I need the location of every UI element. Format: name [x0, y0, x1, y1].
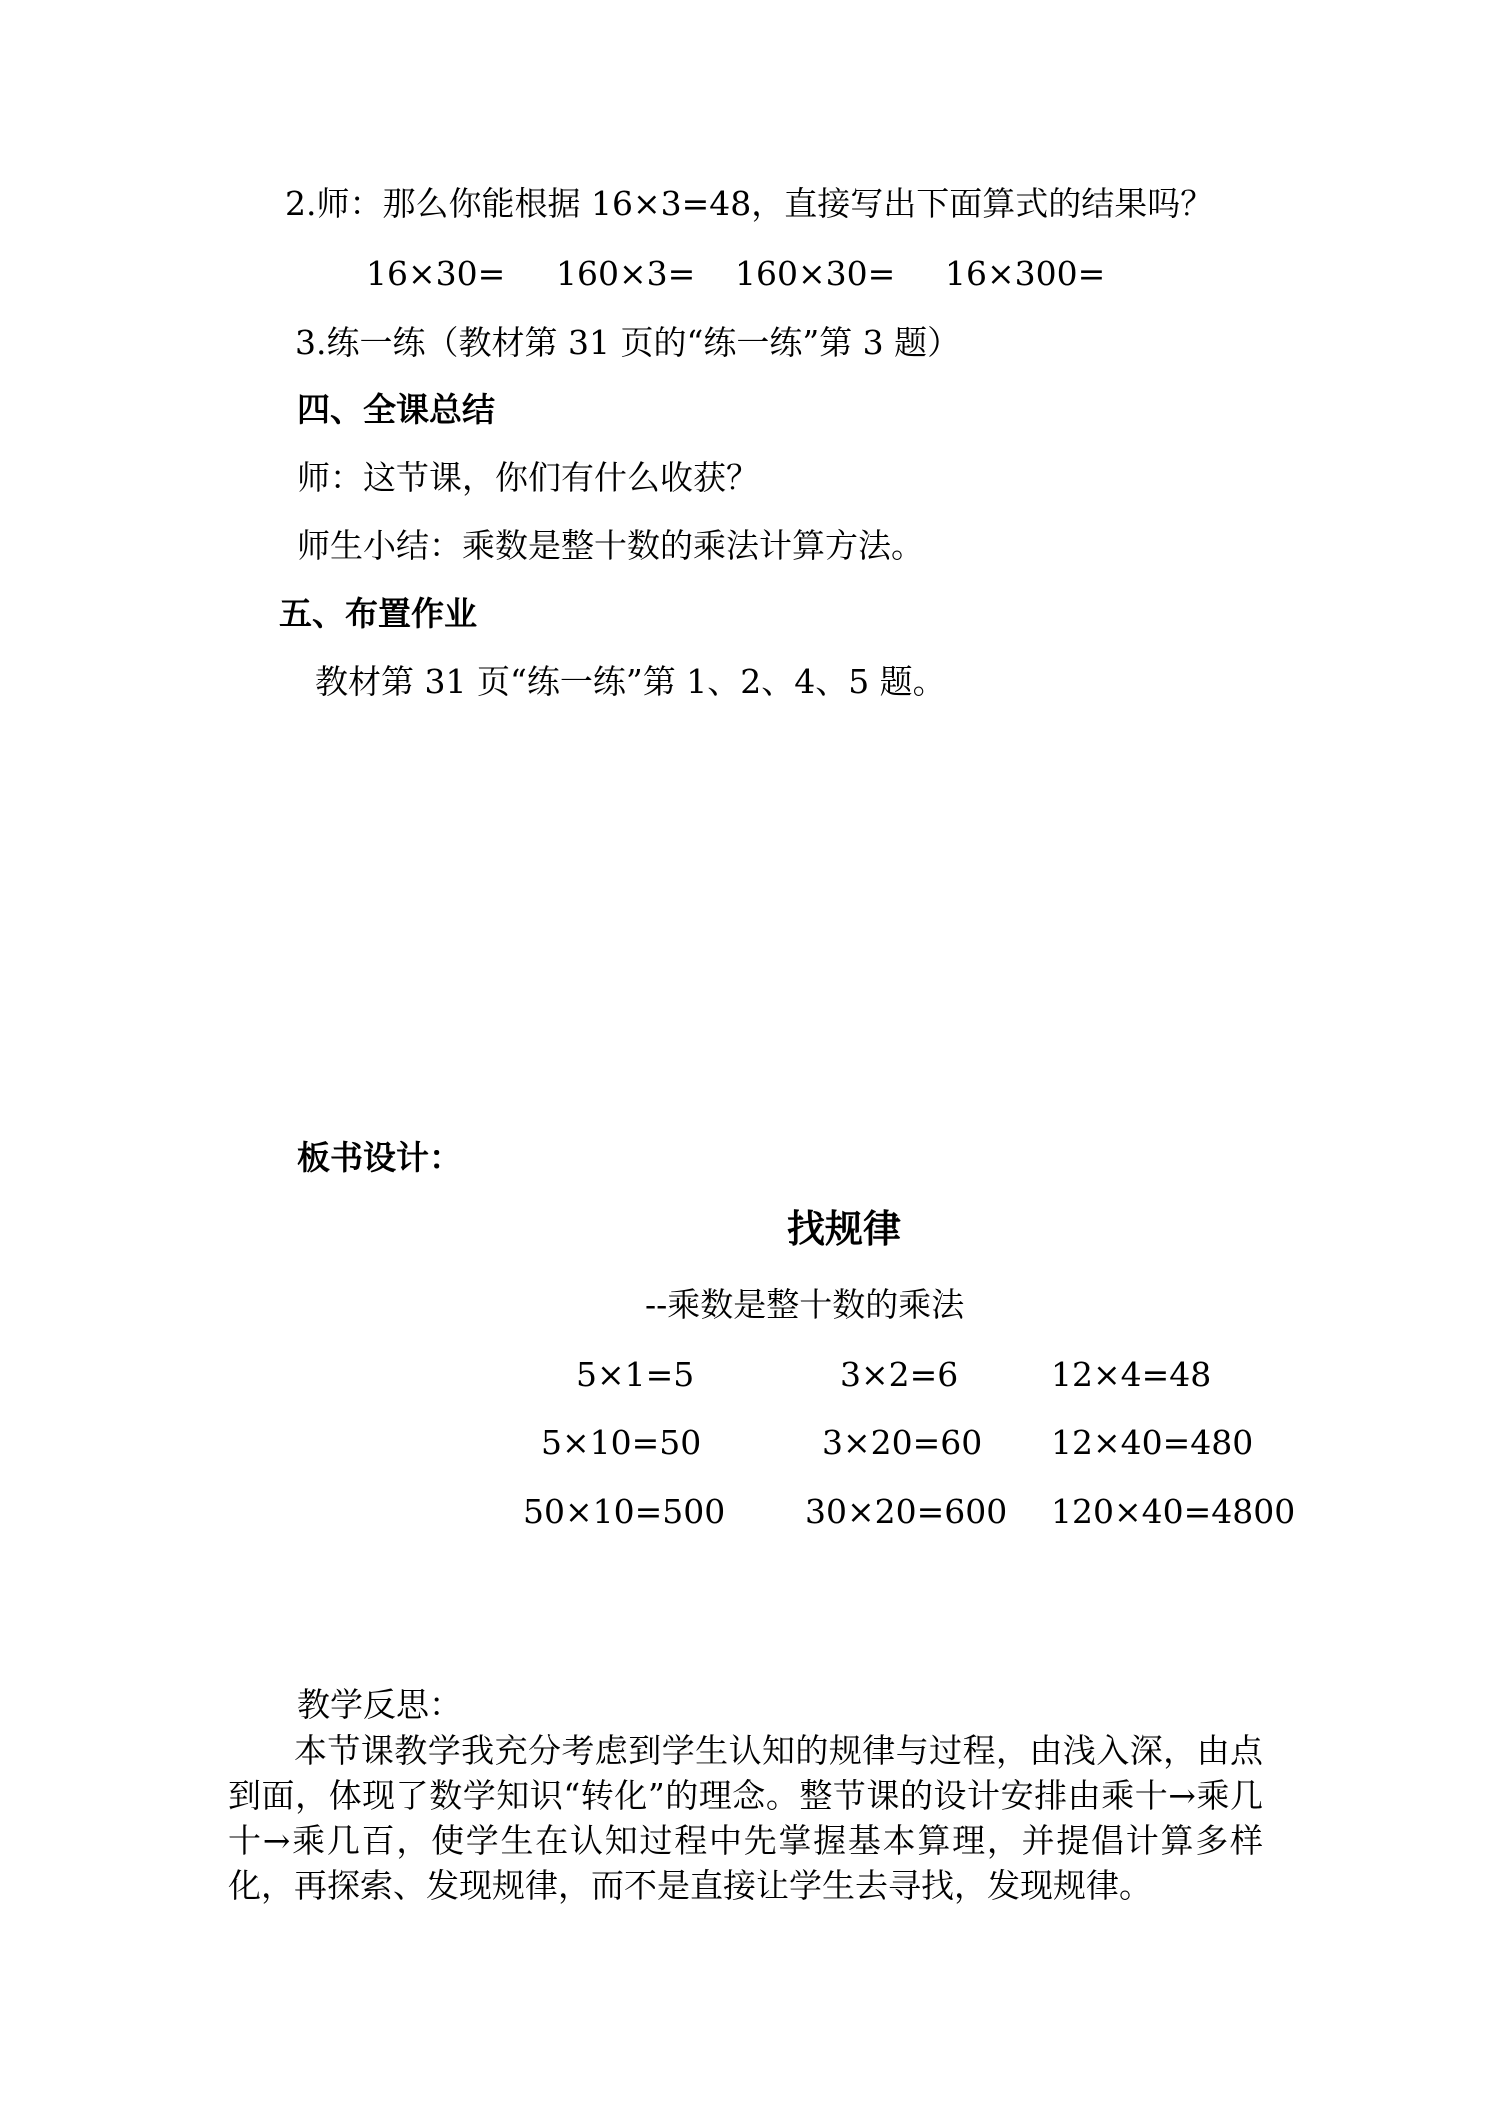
section-heading-summary: 四、全课总结 — [297, 390, 495, 429]
board-equation: 3×20=60 — [822, 1423, 983, 1462]
exercise-item: 16×30= — [366, 254, 506, 293]
exercise-item: 16×300= — [945, 254, 1106, 293]
board-equation: 5×1=5 — [576, 1355, 695, 1394]
teacher-question: 师：这节课，你们有什么收获？ — [297, 458, 759, 497]
board-equation: 12×4=48 — [1051, 1355, 1212, 1394]
board-design-label: 板书设计： — [297, 1138, 462, 1177]
class-summary: 师生小结：乘数是整十数的乘法计算方法。 — [297, 526, 924, 565]
board-equation: 50×10=500 — [523, 1492, 726, 1531]
reflection-paragraph: 本节课教学我充分考虑到学生认知的规律与过程，由浅入深，由点到面，体现了数学知识“转化”的理念。整节课的设计安排由乘十→乘几十→乘几百，使学生在认知过程中先掌握基本算理，并提倡计算多样化，再探索、发现规律，而不是直接让学生去寻找，发现规律。 — [228, 1731, 1263, 1905]
board-title: 找规律 — [787, 1207, 902, 1251]
board-equation: 3×2=6 — [840, 1355, 959, 1394]
question-3: 3.练一练（教材第 31 页的“练一练”第 3 题） — [295, 323, 961, 362]
homework-text: 教材第 31 页“练一练”第 1、2、4、5 题。 — [315, 662, 946, 701]
board-equation: 120×40=4800 — [1051, 1492, 1296, 1531]
board-equation: 5×10=50 — [541, 1423, 702, 1462]
board-subtitle: --乘数是整十数的乘法 — [645, 1285, 965, 1324]
exercise-item: 160×3= — [556, 254, 696, 293]
board-equation: 30×20=600 — [805, 1492, 1008, 1531]
board-equation: 12×40=480 — [1051, 1423, 1254, 1462]
section-heading-homework: 五、布置作业 — [279, 594, 477, 633]
reflection-label: 教学反思： — [297, 1685, 462, 1724]
exercise-item: 160×30= — [735, 254, 896, 293]
question-2: 2.师：那么你能根据 16×3=48，直接写出下面算式的结果吗？ — [285, 184, 1214, 223]
